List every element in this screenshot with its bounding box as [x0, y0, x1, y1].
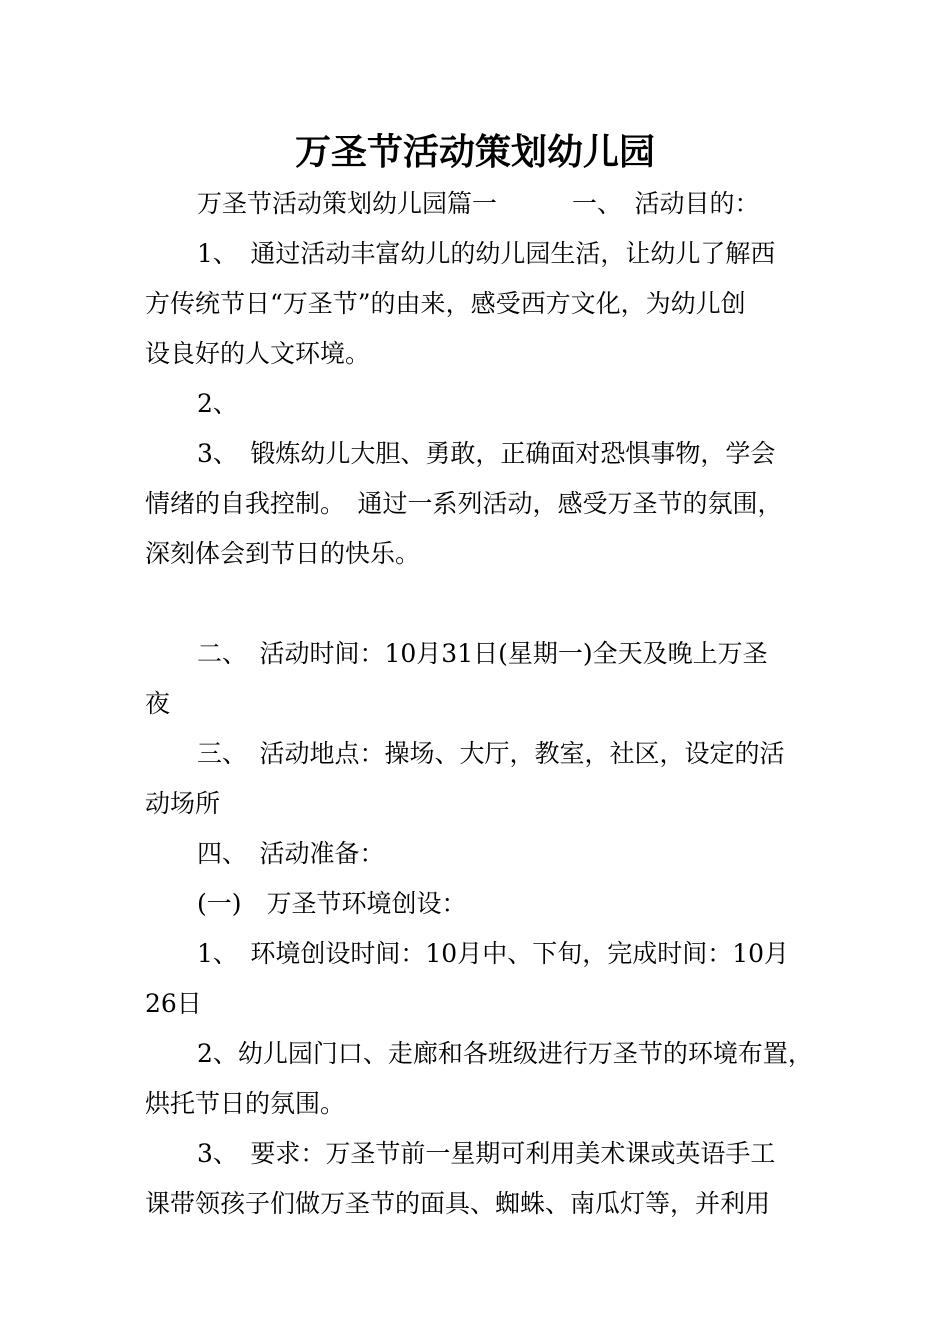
paragraph-line: 设良好的人文环境。 — [145, 339, 371, 368]
paragraph-line: 2、 — [197, 389, 238, 418]
paragraph-line: 1、 通过活动丰富幼儿的幼儿园生活，让幼儿了解西 — [197, 239, 776, 268]
paragraph-line: 3、 锻炼幼儿大胆、勇敢，正确面对恐惧事物，学会 — [197, 439, 776, 468]
paragraph-line: (一) 万圣节环境创设： — [197, 889, 467, 918]
paragraph-line: 情绪的自我控制。 通过一系列活动，感受万圣节的氛围， — [145, 489, 783, 518]
paragraph-line: 方传统节日“万圣节”的由来，感受西方文化，为幼儿创 — [145, 289, 746, 318]
paragraph-line: 烘托节日的氛围。 — [145, 1089, 346, 1118]
paragraph-gap — [145, 579, 810, 629]
paragraph-line: 三、 活动地点：操场、大厅，教室，社区，设定的活 — [197, 739, 785, 768]
paragraph-line: 1、 环境创设时间：10月中、下旬，完成时间：10月 — [197, 939, 790, 968]
document-body — [145, 179, 813, 1229]
paragraph-line: 夜 — [145, 689, 171, 718]
paragraph-line: 深刻体会到节日的快乐。 — [145, 539, 421, 568]
paragraph-line: 2、幼儿园门口、走廊和各班级进行万圣节的环境布置， — [197, 1039, 813, 1068]
paragraph-line: 万圣节活动策划幼儿园篇一 一、 活动目的： — [197, 189, 760, 218]
document-title: 万圣节活动策划幼儿园 — [294, 131, 655, 173]
paragraph-line: 3、 要求：万圣节前一星期可利用美术课或英语手工 — [197, 1139, 776, 1168]
paragraph-line: 26日 — [145, 989, 202, 1018]
paragraph-line: 课带领孩子们做万圣节的面具、蜘蛛、南瓜灯等，并利用 — [145, 1189, 771, 1218]
paragraph-line: 二、 活动时间：10月31日(星期一)全天及晚上万圣 — [197, 639, 768, 668]
paragraph-line: 动场所 — [145, 789, 221, 818]
paragraph-line: 四、 活动准备： — [197, 839, 385, 868]
